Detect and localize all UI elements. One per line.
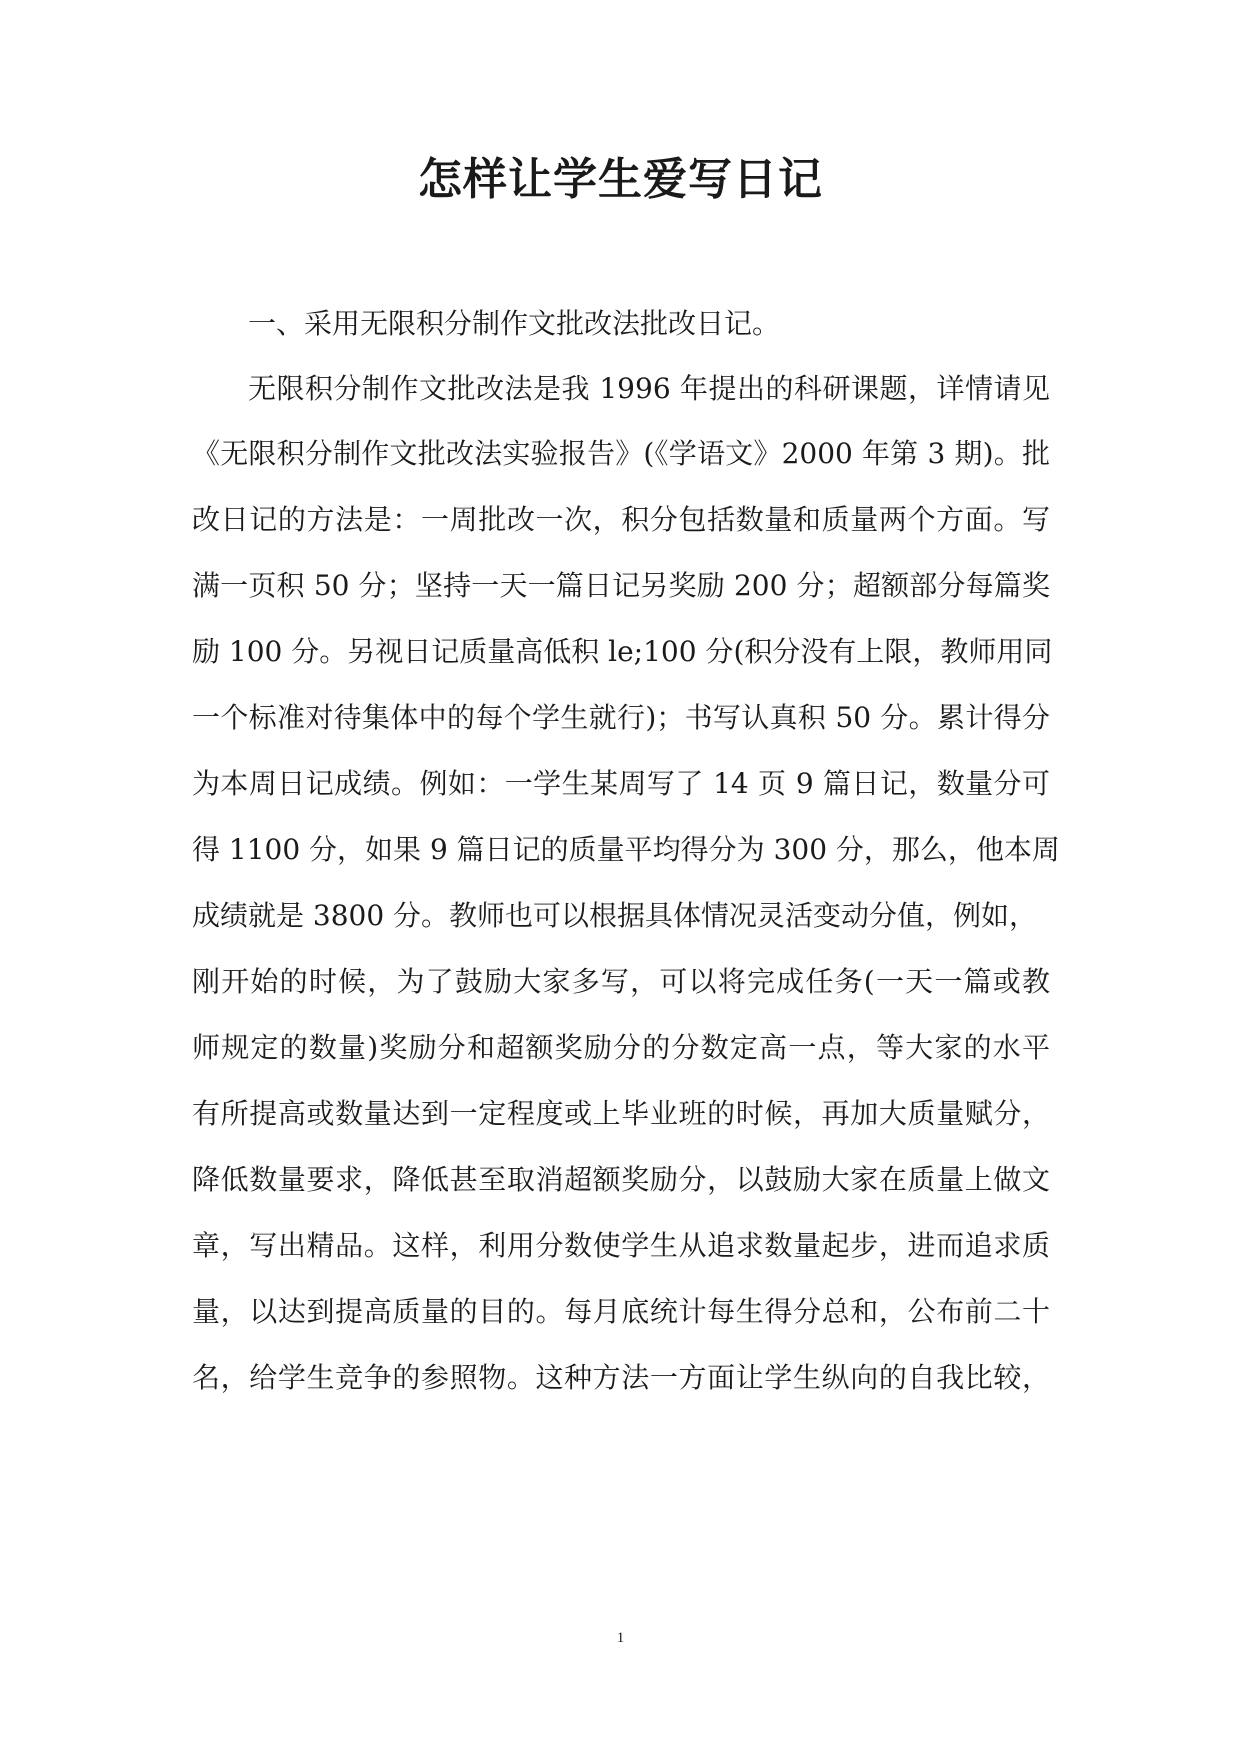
paragraph-line: 名，给学生竞争的参照物。这种方法一方面让学生纵向的自我比较， — [192, 1361, 1050, 1394]
paragraph-line: 一个标准对待集体中的每个学生就行)；书写认真积 50 分。累计得分 — [192, 701, 1050, 734]
paragraph-line: 章，写出精品。这样，利用分数使学生从追求数量起步，进而追求质 — [192, 1229, 1050, 1262]
paragraph-line: 无限积分制作文批改法是我 1996 年提出的科研课题，详情请见 — [248, 372, 1050, 405]
paragraph-line: 改日记的方法是：一周批改一次，积分包括数量和质量两个方面。写 — [192, 503, 1050, 536]
paragraph-line: 为本周日记成绩。例如：一学生某周写了 14 页 9 篇日记，数量分可 — [192, 767, 1050, 800]
paragraph-line: 师规定的数量)奖励分和超额奖励分的分数定高一点，等大家的水平 — [192, 1031, 1050, 1064]
paragraph-line: 满一页积 50 分；坚持一天一篇日记另奖励 200 分；超额部分每篇奖 — [192, 569, 1050, 602]
paragraph-line: 量，以达到提高质量的目的。每月底统计每生得分总和，公布前二十 — [192, 1295, 1050, 1328]
paragraph-line: 《无限积分制作文批改法实验报告》(《学语文》2000 年第 3 期)。批 — [192, 437, 1050, 470]
paragraph-line: 有所提高或数量达到一定程度或上毕业班的时候，再加大质量赋分， — [192, 1097, 1050, 1130]
paragraph-line: 得 1100 分，如果 9 篇日记的质量平均得分为 300 分，那么，他本周 — [192, 833, 1060, 866]
paragraph-line: 刚开始的时候，为了鼓励大家多写，可以将完成任务(一天一篇或教 — [192, 965, 1050, 998]
paragraph-line: 成绩就是 3800 分。教师也可以根据具体情况灵活变动分值，例如， — [192, 899, 1038, 932]
page-number: 1 — [616, 1630, 625, 1646]
paragraph-line: 降低数量要求，降低甚至取消超额奖励分，以鼓励大家在质量上做文 — [192, 1163, 1050, 1196]
document-title: 怎样让学生爱写日记 — [418, 154, 823, 205]
section-heading: 一、采用无限积分制作文批改法批改日记。 — [248, 307, 781, 340]
paragraph-line: 励 100 分。另视日记质量高低积 le;100 分(积分没有上限，教师用同 — [192, 635, 1053, 668]
